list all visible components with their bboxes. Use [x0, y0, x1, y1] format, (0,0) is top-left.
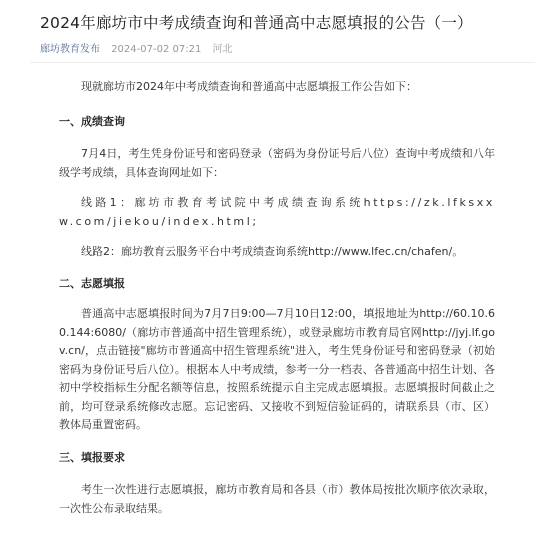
header-divider — [30, 62, 535, 63]
article-title: 2024年廊坊市中考成绩查询和普通高中志愿填报的公告（一） — [40, 14, 473, 32]
application-paragraph: 普通高中志愿填报时间为7月7日9:00—7月10日12:00，填报地址为http://60.10.60.144:6080/（廊坊市普通高中招生管理系统），或登录廊坊市教育局官网http://jyj.lf.gov.cn/，点击链接"廊坊市普通高中招生管理系统"进入，考生凭身份证号和密码登录（初始密码为身份证号后八位）。根据本人中考成绩，参考一分一档表、各普通高中招生计划、各初中学校指标生分配名额等信息，按照系统提示自主完成志愿填报。志愿填报时间截止之前，均可登录系统修改志愿。忘记密码、又接收不到短信验证码的，请联系县（市、区）教体局重置密码。 — [59, 307, 495, 431]
publish-location: 河北 — [212, 44, 233, 55]
query-line-2[interactable]: 线路2：廊坊教育云服务平台中考成绩查询系统http://www.lfec.cn/chafen/。 — [81, 245, 464, 258]
author-link[interactable]: 廊坊教育发布 — [40, 44, 100, 55]
publish-date: 2024-07-02 07:21 — [111, 44, 202, 55]
intro-paragraph: 现就廊坊市2024年中考成绩查询和普通高中志愿填报工作公告如下： — [81, 80, 417, 93]
query-line-1[interactable]: 线路1：廊坊市教育考试院中考成绩查询系统https://zk.lfksxxw.com/jiekou/index.html; — [59, 196, 495, 228]
article-meta — [40, 43, 530, 57]
score-query-paragraph: 7月4日，考生凭身份证号和密码登录（密码为身份证号后八位）查询中考成绩和八年级学考成绩，具体查询网址如下： — [59, 147, 495, 179]
section-heading-score-query: 一、成绩查询 — [59, 114, 125, 128]
article-body — [59, 78, 495, 518]
section-heading-requirements: 三、填报要求 — [59, 450, 125, 464]
section-heading-application: 二、志愿填报 — [59, 276, 125, 290]
requirements-paragraph: 考生一次性进行志愿填报，廊坊市教育局和各县（市）教体局按批次顺序依次录取，一次性公布录取结果。 — [59, 483, 495, 515]
